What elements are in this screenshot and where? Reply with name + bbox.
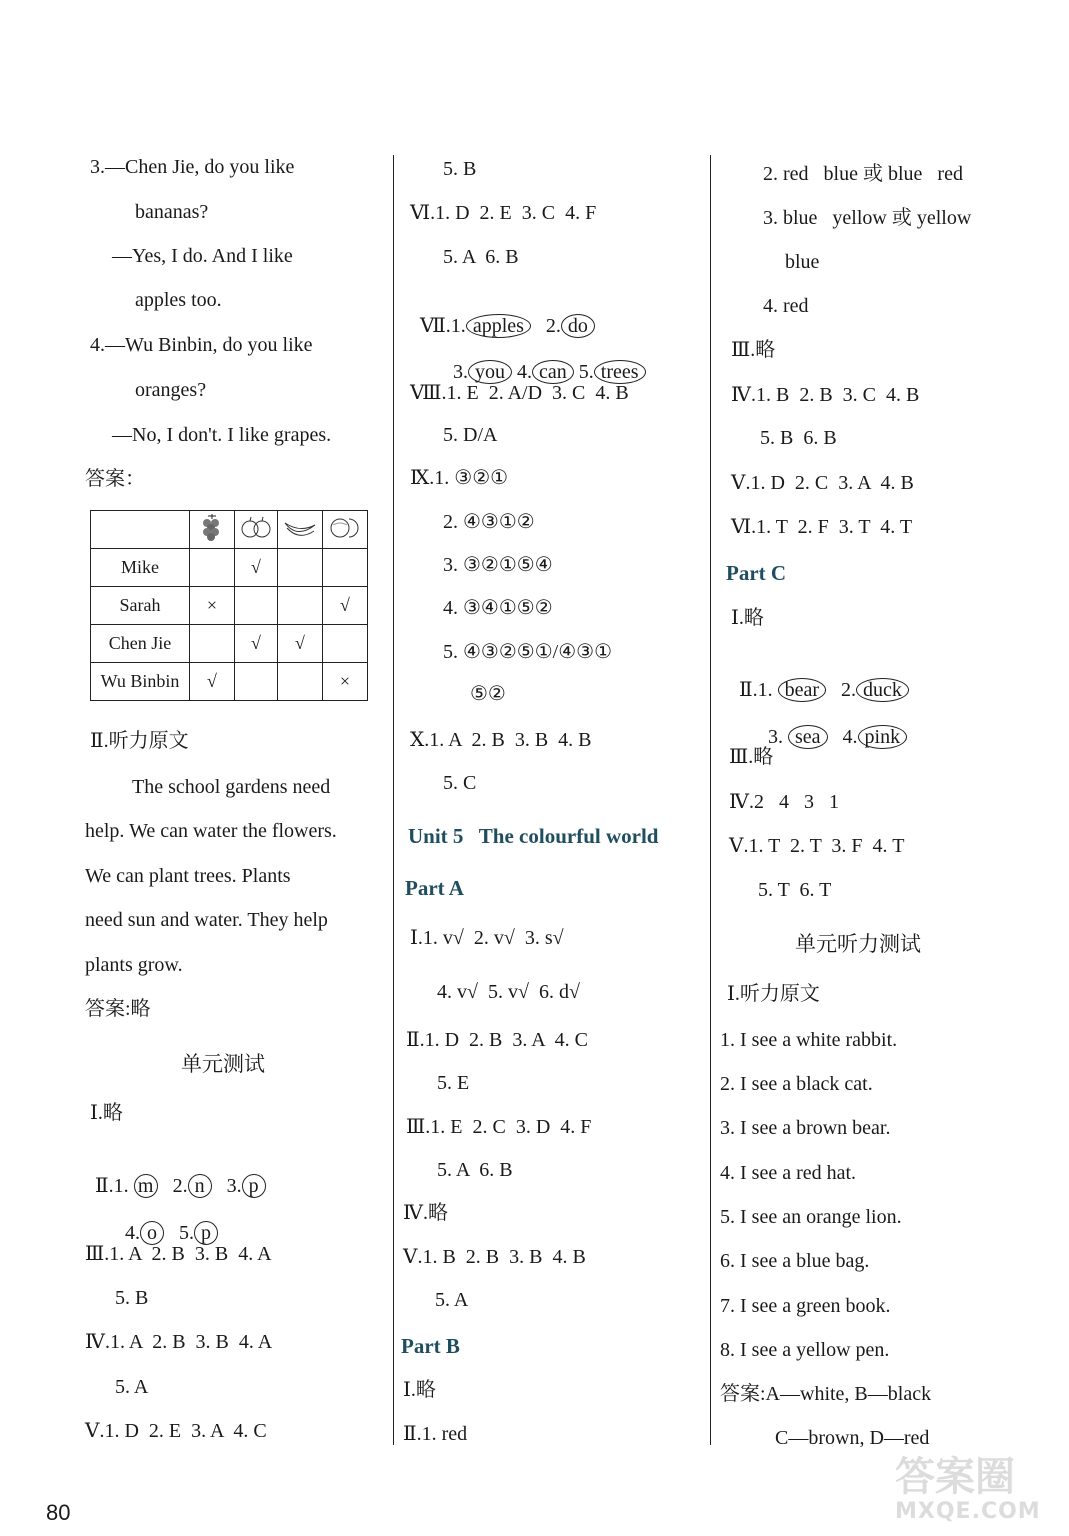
text-line: Ⅰ.略 [403,1379,436,1401]
text-line: 5. A 6. B [443,246,519,268]
text-line: 4. I see a red hat. [720,1162,857,1184]
text-line: 答案:A—white, B—black [720,1383,932,1405]
text-line: blue [785,251,820,273]
text-line: Ⅰ.听力原文 [727,983,820,1005]
text-line: Ⅸ.1. ③②① [410,467,509,489]
column-divider [393,155,394,1445]
text-line: Ⅵ.1. D 2. E 3. C 4. F [410,202,597,224]
text-line: Ⅱ.1. m 2. n 3. p [85,1150,266,1198]
text-line: 5. B [443,158,477,180]
text-line: C—brown, D—red [775,1427,930,1449]
oranges-icon [323,511,368,549]
text-line: —Yes, I do. And I like [112,245,293,267]
text-line: 5. T 6. T [758,879,832,901]
text-line: 3.—Chen Jie, do you like [90,156,295,178]
text-line: Ⅴ.1. T 2. T 3. F 4. T [729,835,905,857]
text-line: 2. ④③①② [443,511,535,533]
grapes-icon [190,511,235,549]
text-line: 3. blue yellow 或 yellow [763,207,972,229]
text-line: Ⅴ.1. D 2. E 3. A 4. C [85,1420,267,1442]
text-line: Ⅲ.略 [729,746,774,768]
text-line: help. We can water the flowers. [85,820,337,842]
text-line: 5. A 6. B [437,1159,513,1181]
text-line: —No, I don't. I like grapes. [112,424,332,446]
apples-icon [235,511,278,549]
text-line: 5. E [437,1072,470,1094]
part-heading: Part C [726,561,787,585]
text-line: apples too. [135,289,222,311]
text-line: 5. B 6. B [760,427,837,449]
text-line: 2. I see a black cat. [720,1073,873,1095]
answer-label: 答案： [85,468,145,490]
text-line: 答案:略 [85,998,151,1020]
text-line: 3. sea 4. pink [758,701,907,749]
text-line: 3. I see a brown bear. [720,1117,891,1139]
text-line: Ⅰ.略 [731,607,764,629]
text-line: The school gardens need [132,776,331,798]
text-line: 6. I see a blue bag. [720,1250,870,1272]
text-line: Ⅹ.1. A 2. B 3. B 4. B [410,729,592,751]
text-line: Ⅲ.略 [731,339,776,361]
text-line: 3. you 4. can 5. trees [443,336,646,384]
text-line: We can plant trees. Plants [85,865,291,887]
text-line: Ⅴ.1. B 2. B 3. B 4. B [403,1246,586,1268]
column-divider [710,155,711,1445]
text-line: 3. ③②①⑤④ [443,554,553,576]
text-line: Ⅱ.1. bear 2. duck [729,654,909,702]
text-line: Ⅰ.1. v√ 2. v√ 3. s√ [410,927,564,949]
text-line: Ⅲ.1. E 2. C 3. D 4. F [406,1116,592,1138]
text-line: Ⅲ.1. A 2. B 3. B 4. A [85,1243,272,1265]
text-line: 5. A [435,1289,469,1311]
text-line: 4. o 5. p [115,1197,218,1245]
text-line: bananas? [135,201,209,223]
text-line: Ⅳ.2 4 3 1 [729,791,839,813]
answer-table: Mike √ Sarah × √ Chen Jie √ √ Wu Binbin √ × [90,510,368,701]
text-line: 4. v√ 5. v√ 6. d√ [437,981,580,1003]
text-line: 4. red [763,295,809,317]
text-line: 8. I see a yellow pen. [720,1339,890,1361]
unit-heading: Unit 5 The colourful world [408,824,659,848]
text-line: oranges? [135,379,207,401]
text-line: 7. I see a green book. [720,1295,891,1317]
text-line: Ⅴ.1. D 2. C 3. A 4. B [731,472,914,494]
watermark: 答案圈 MXQE.COM [895,1454,1041,1524]
page-number: 80 [46,1500,71,1525]
text-line: Ⅱ.1. D 2. B 3. A 4. C [406,1029,588,1051]
section-heading: 单元测试 [181,1052,265,1076]
text-line: Ⅰ.略 [90,1102,123,1124]
text-line: 5. I see an orange lion. [720,1206,902,1228]
text-line: 5. C [443,772,477,794]
text-line: 4.—Wu Binbin, do you like [90,334,313,356]
text-line: Ⅳ.1. B 2. B 3. C 4. B [731,384,920,406]
text-line: need sun and water. They help [85,909,328,931]
table-row-name: Wu Binbin [91,663,190,701]
text-line: Ⅵ.1. T 2. F 3. T 4. T [731,516,913,538]
bananas-icon [278,511,323,549]
text-line: 2. red blue 或 blue red [763,163,963,185]
part-heading: Part B [401,1334,460,1358]
section-heading: 单元听力测试 [795,932,921,956]
text-line: Ⅷ.1. E 2. A/D 3. C 4. B [410,382,629,404]
table-row-name: Mike [91,549,190,587]
text-line: ⑤② [470,683,506,705]
text-line: 1. I see a white rabbit. [720,1029,898,1051]
text-line: Ⅳ.1. A 2. B 3. B 4. A [85,1331,273,1353]
part-heading: Part A [405,876,464,900]
table-row-name: Sarah [91,587,190,625]
text-line: Ⅱ.听力原文 [90,730,189,752]
text-line: 4. ③④①⑤② [443,597,553,619]
text-line: Ⅱ.1. red [403,1423,468,1445]
table-row-name: Chen Jie [91,625,190,663]
text-line: 5. A [115,1376,149,1398]
text-line: plants grow. [85,954,183,976]
text-line: Ⅶ.1. apples 2. do [410,290,595,338]
text-line: Ⅳ.略 [403,1202,448,1224]
text-line: 5. B [115,1287,149,1309]
text-line: 5. ④③②⑤①/④③① [443,641,612,663]
text-line: 5. D/A [443,424,498,446]
